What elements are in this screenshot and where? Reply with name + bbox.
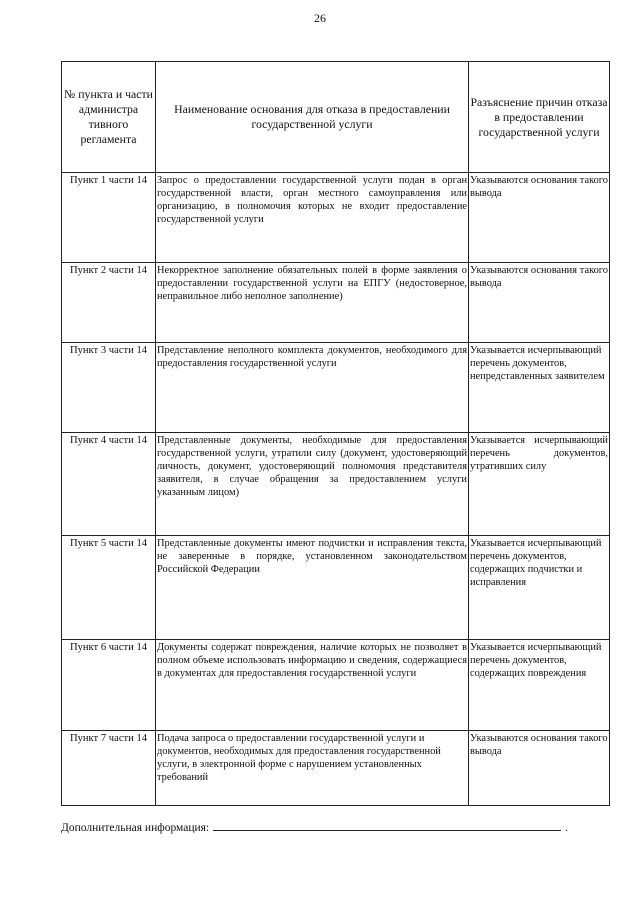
header-number: № пункта и части администра тивного регламента — [62, 62, 156, 173]
row-explanation: Указывается исчерпывающий перечень документов, непредставленных заявителем — [469, 343, 610, 433]
table-header-row — [62, 62, 610, 173]
table-row — [62, 433, 610, 536]
additional-info-terminator: . — [565, 822, 568, 834]
row-number: Пункт 2 части 14 — [62, 263, 156, 343]
row-basis: Запрос о предоставлении государственной услуги подан в орган государственной власти, орган местного самоуправления или организацию, в полномочия которых не входит предоставление государственной услуги — [156, 173, 469, 263]
row-basis: Некорректное заполнение обязательных полей в форме заявления о предоставлении государственной услуги на ЕПГУ (недостоверное, неправильное либо неполное заполнение) — [156, 263, 469, 343]
row-basis: Представление неполного комплекта документов, необходимого для предоставления государственной услуги — [156, 343, 469, 433]
row-explanation: Указываются основания такого вывода — [469, 731, 610, 806]
table-row — [62, 173, 610, 263]
row-explanation: Указываются основания такого вывода — [469, 173, 610, 263]
additional-info — [61, 819, 609, 834]
table-row — [62, 263, 610, 343]
row-number: Пункт 3 части 14 — [62, 343, 156, 433]
row-number: Пункт 7 части 14 — [62, 731, 156, 806]
header-explanation: Разъяснение причин отказа в предоставлении государственной услуги — [469, 62, 610, 173]
row-basis: Подача запроса о предоставлении государственной услуги и документов, необходимых для предоставления государственной услуги, в электронной форме с нарушением установленных требований — [156, 731, 469, 806]
row-explanation: Указывается исчерпывающий перечень документов, содержащих повреждения — [469, 640, 610, 731]
page-number: 26 — [314, 11, 326, 25]
row-explanation: Указывается исчерпывающий перечень документов, утративших силу — [469, 433, 610, 536]
row-basis: Документы содержат повреждения, наличие которых не позволяет в полном объеме использовать информацию и сведения, содержащиеся в документах для предоставления государственной услуги — [156, 640, 469, 731]
row-explanation: Указывается исчерпывающий перечень документов, содержащих подчистки и исправления — [469, 536, 610, 640]
row-number: Пункт 4 части 14 — [62, 433, 156, 536]
additional-info-label: Дополнительная информация: — [61, 822, 210, 834]
row-basis: Представленные документы, необходимые для предоставления государственной услуги, утратили силу (документ, удостоверяющий личность, документ, удостоверяющий полномочия представителя заявителя, в случае обращения за предоставлением услуги указанным лицом) — [156, 433, 469, 536]
row-number: Пункт 1 части 14 — [62, 173, 156, 263]
row-number: Пункт 6 части 14 — [62, 640, 156, 731]
table-row — [62, 536, 610, 640]
row-basis: Представленные документы имеют подчистки и исправления текста, не заверенные в порядке, установленном законодательством Российской Федерации — [156, 536, 469, 640]
table-row — [62, 343, 610, 433]
refusal-grounds-table — [61, 61, 610, 806]
header-basis: Наименование основания для отказа в предоставлении государственной услуги — [156, 62, 469, 173]
additional-info-blank-line — [213, 819, 561, 831]
table-row — [62, 731, 610, 806]
row-explanation: Указываются основания такого вывода — [469, 263, 610, 343]
row-number: Пункт 5 части 14 — [62, 536, 156, 640]
table-row — [62, 640, 610, 731]
